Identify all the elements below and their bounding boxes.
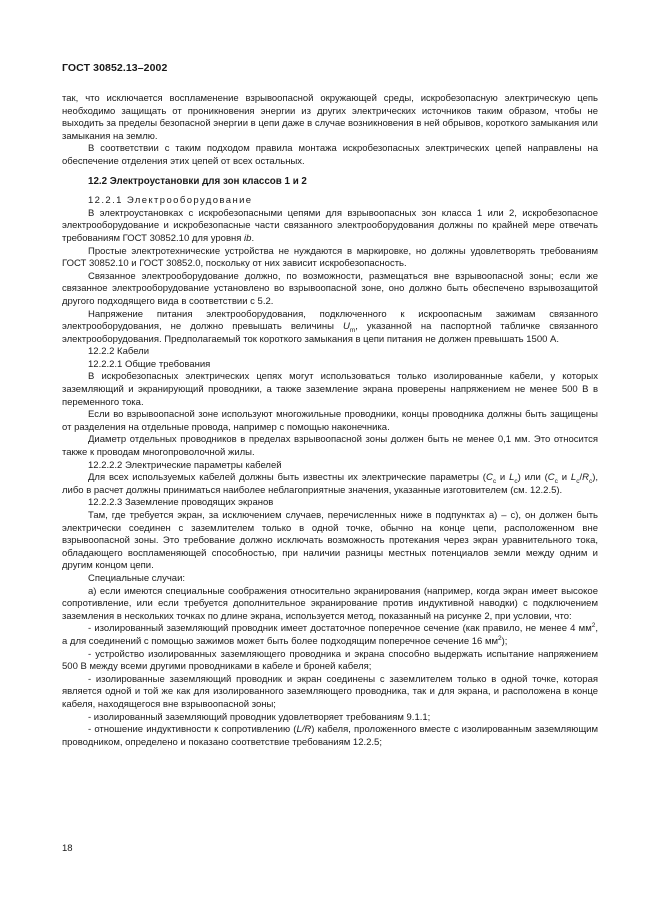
paragraph: В соответствии с таким подходом правила монтажа искробезопасных электрических цепей направлены на обеспечение отделения этих цепей от всех остальных. [62, 143, 598, 167]
section-heading-12-2: 12.2 Электроустановки для зон классов 1 и 2 [88, 175, 307, 187]
paragraph: так, что исключается воспламенение взрывоопасной окружающей среды, искробезопасную электрическую цепь необходимо защищать от проникновения энергии из других электрических источников таким образом, чтобы не выходить за пределы безопасной энергии в цепи даже в случае возникновения в ней обрывов, короткого замыкания или замыкания на землю. [62, 93, 598, 142]
subsection-heading-12-2-2-1: 12.2.2.1 Общие требования [88, 358, 211, 370]
list-item: - устройство изолированных заземляющего проводника и экрана способно выдержать испытание напряжением 500 В между всеми другими проводниками в кабеле и броней кабеля; [62, 648, 598, 673]
standard-header: ГОСТ 30852.13–2002 [62, 62, 168, 74]
list-item: - изолированный заземляющий проводник имеет достаточное поперечное сечение (как правило, не менее 4 $мм^2$, а для соединений с помощью зажимов может быть более подходящим поперечное сечение 16 $мм^2$); [62, 622, 598, 647]
paragraph: Связанное электрооборудование должно, по возможности, размещаться вне взрывоопасной зоны; если же связанное электрооборудование установлено во взрывоопасной зоне, оно должно быть обеспечено взрывозащитой другого подходящего вида в соответствии с 5.2. [62, 270, 598, 307]
paragraph: Напряжение питания электрооборудования, подключенного к искроопасным зажимам связанного электрооборудования, не должно превышать величины $U_m$, указанной на паспортной табличке связанного электрооборудования. Предполагаемый ток короткого замыкания в цепи питания не должен превышать 1500 А. [62, 308, 598, 345]
subsection-heading-12-2-1: 12.2.1 Электрооборудование [88, 195, 253, 207]
paragraph: а) если имеются специальные соображения относительно экранирования (например, когда экран имеет высокое сопротивление, или если требуется дополнительное экранирование против индуктивной наводки) с подключением заземления в нескольких точках по длине экрана, используется метод, показанный на рисунке 2, при условии, что: [62, 585, 598, 622]
list-item: - изолированные заземляющий проводник и экран соединены с заземлителем только в одной точке, которая является одной и той же как для изолированного заземляющего проводника, так и для экрана, и расположена в конце кабеля, находящегося вне взрывоопасной зоны; [62, 673, 598, 710]
list-item: - изолированный заземляющий проводник удовлетворяет требованиям 9.1.1; [88, 711, 431, 723]
page-number: 18 [62, 843, 73, 854]
page-body [62, 93, 598, 749]
paragraph: Простые электротехнические устройства не нуждаются в маркировке, но должны удовлетворять требованиям ГОСТ 30852.10 и ГОСТ 30852.0, поскольку от них зависит искробезопасность. [62, 245, 598, 270]
subsection-heading-12-2-2: 12.2.2 Кабели [88, 346, 150, 358]
paragraph: Если во взрывоопасной зоне используют многожильные проводники, концы проводника должны быть защищены от разделения на отдельные провода, например с помощью наконечника. [62, 409, 598, 433]
list-item: - отношение индуктивности к сопротивлению (L/R) кабеля, проложенного вместе с изолированным заземляющим проводником, определено и показано соответствие требованиям 12.2.5; [62, 724, 599, 748]
paragraph: Специальные случаи: [88, 572, 186, 584]
paragraph: Для всех используемых кабелей должны быть известны их электрические параметры ($C_c$ и $L_c$) или ($C_c$ и $L_c/R_c$), либо в расчет должны приниматься наиболее неблагоприятные значения, указанные изготовителем (см. 12.2.5). [62, 472, 599, 496]
subsection-heading-12-2-2-3: 12.2.2.3 Заземление проводящих экранов [88, 497, 274, 509]
subsection-heading-12-2-2-2: 12.2.2.2 Электрические параметры кабелей [88, 459, 282, 471]
paragraph: В электроустановках с искробезопасными цепями для взрывоопасных зон класса 1 или 2, искробезопасное электрооборудование и искробезопасные части связанного электрооборудования должны по крайней мере отвечать требованиям ГОСТ 30852.10 для уровня ib. [62, 207, 598, 244]
paragraph: Там, где требуется экран, за исключением случаев, перечисленных ниже в подпунктах а) – с), он должен быть электрически соединен с заземлителем только в одной точке, обычно на конце цепи, расположенном вне взрывоопасной зоны. Это требование должно исключать возможность протекания через экран уравнительного тока, обладающего воспламеняющей способностью, при наличии разницы местных потенциалов земли между одним и другим концом цепи. [62, 510, 598, 572]
paragraph: Диаметр отдельных проводников в пределах взрывоопасной зоны должен быть не менее 0,1 мм. Это относится также к проводам многопроволочной жилы. [62, 434, 598, 459]
paragraph: В искробезопасных электрических цепях могут использоваться только изолированные кабели, у которых заземляющий и экранирующий проводники, а также заземление экрана проверены напряжением не менее 500 В в переменного тока. [62, 371, 598, 408]
